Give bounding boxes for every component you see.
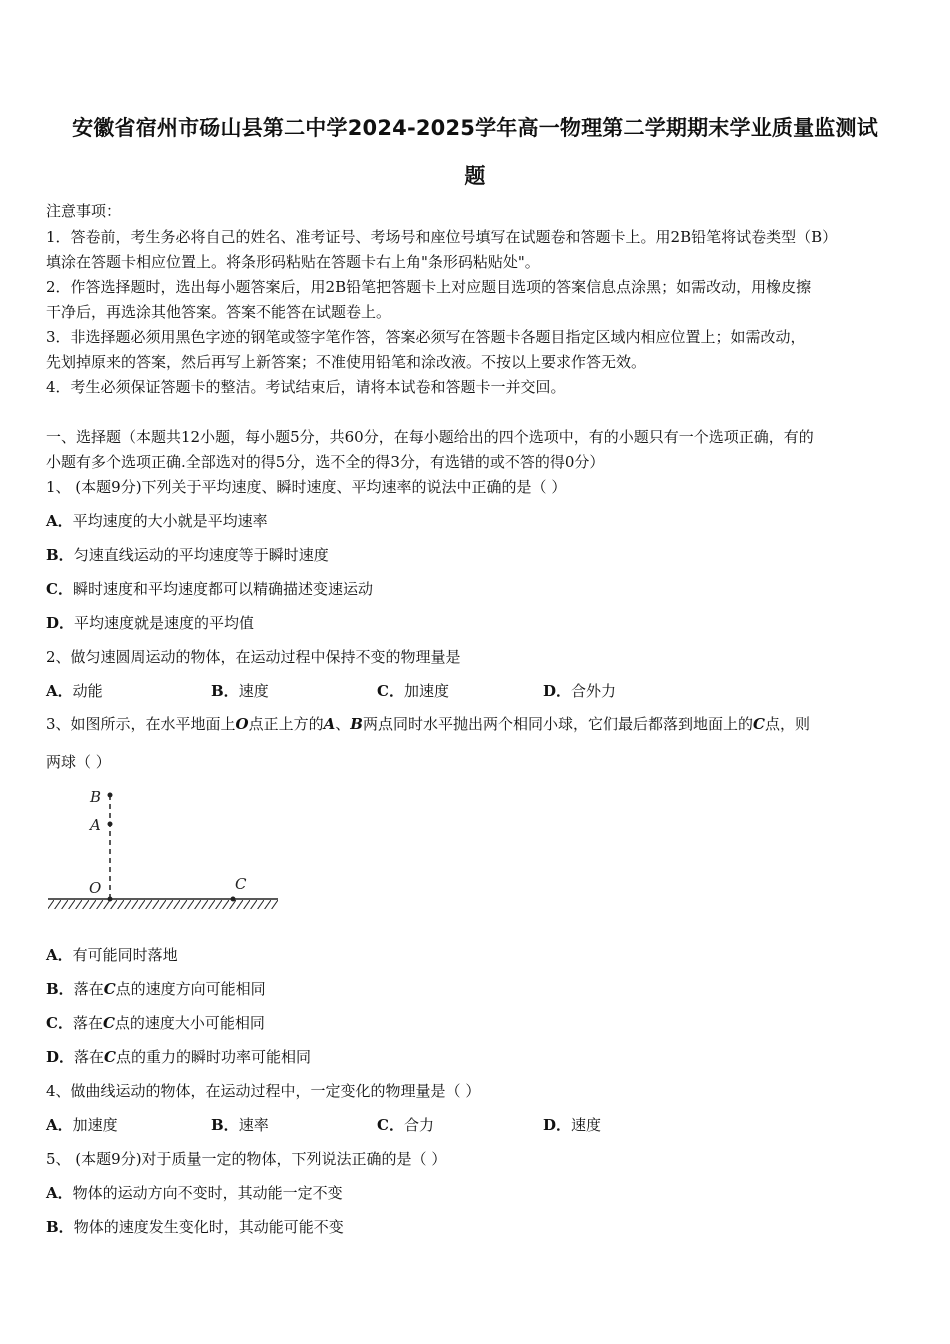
option-text: 有可能同时落地 [72, 946, 178, 964]
q4-option-a [46, 1114, 118, 1135]
point-c: C [753, 715, 765, 733]
option-text: 合外力 [571, 682, 617, 700]
option-text: 物体的速度发生变化时，其动能可能不变 [73, 1218, 344, 1236]
option-text: 匀速直线运动的平均速度等于瞬时速度 [73, 546, 329, 564]
option-text: 平均速度就是速度的平均值 [74, 614, 255, 632]
option-label: C． [46, 580, 73, 598]
option-label: B． [46, 1218, 74, 1236]
option-text: 加速度 [403, 682, 449, 700]
projectile-diagram [40, 780, 290, 915]
notice-line: 3．非选择题必须用黑色字迹的钢笔或签字笔作答，答案必须写在答题卡各题目指定区域内相应位置上；如需改动， [46, 328, 806, 346]
option-label: B． [211, 1116, 239, 1134]
q1-option-a [46, 510, 268, 531]
option-label: B． [211, 682, 239, 700]
q3-option-a [46, 944, 178, 965]
point-b: B [350, 715, 363, 733]
option-label: A． [46, 1184, 73, 1202]
question-4-stem: 4、做曲线运动的物体，在运动过程中，一定变化的物理量是（ ） [46, 1082, 481, 1100]
point-c-dot [231, 897, 236, 902]
q1-option-d [46, 612, 254, 633]
option-label: B． [46, 980, 74, 998]
notice-line: 4．考生必须保证答题卡的整洁。考试结束后，请将本试卷和答题卡一并交回。 [46, 378, 566, 396]
question-1-stem: 1、 (本题9分)下列关于平均速度、瞬时速度、平均速率的说法中正确的是（ ） [46, 478, 567, 496]
question-3-stem-continued: 两球（ ） [46, 753, 111, 771]
option-text: 点的重力的瞬时功率可能相同 [115, 1048, 311, 1066]
q2-option-d [543, 680, 616, 701]
option-label: A． [46, 1116, 73, 1134]
notice-line: 2．作答选择题时，选出每小题答案后，用2B铅笔把答题卡上对应题目选项的答案信息点涂黑；如需改动，用橡皮擦 [46, 278, 812, 296]
q2-option-c [377, 680, 449, 701]
stem-text: 点正上方的 [248, 715, 324, 733]
option-label: A． [46, 682, 73, 700]
point-c: C [104, 1048, 116, 1066]
notice-line: 干净后，再选涂其他答案。答案不能答在试题卷上。 [46, 303, 392, 321]
option-label: C． [46, 1014, 73, 1032]
notice-line: 先划掉原来的答案，然后再写上新答案；不准使用铅笔和涂改液。不按以上要求作答无效。 [46, 353, 647, 371]
question-2-stem: 2、做匀速圆周运动的物体，在运动过程中保持不变的物理量是 [46, 648, 461, 666]
option-text: 加速度 [72, 1116, 118, 1134]
option-text: 点的速度大小可能相同 [114, 1014, 265, 1032]
option-text: 落在 [73, 980, 104, 998]
option-label: D． [46, 1048, 75, 1066]
question-5-stem: 5、 (本题9分)对于质量一定的物体，下列说法正确的是（ ） [46, 1150, 447, 1168]
notice-heading: 注意事项： [46, 202, 122, 220]
q4-option-d [543, 1114, 601, 1135]
option-label: D． [543, 1116, 572, 1134]
option-text: 速度 [238, 682, 269, 700]
q4-option-b [211, 1114, 269, 1135]
exam-title-continued: 题 [464, 164, 486, 188]
q3-option-c [46, 1012, 265, 1033]
notice-line: 填涂在答题卡相应位置上。将条形码粘贴在答题卡右上角"条形码粘贴处"。 [46, 253, 540, 271]
q5-option-b [46, 1216, 344, 1237]
q4-option-c [377, 1114, 434, 1135]
option-text: 平均速度的大小就是平均速率 [72, 512, 268, 530]
label-c: C [235, 875, 247, 893]
stem-text: 、 [335, 715, 351, 733]
point-o: O [235, 715, 249, 733]
option-text: 物体的运动方向不变时，其动能一定不变 [72, 1184, 343, 1202]
q3-option-b [46, 978, 266, 999]
option-label: B． [46, 546, 74, 564]
option-text: 瞬时速度和平均速度都可以精确描述变速运动 [72, 580, 373, 598]
option-text: 落在 [74, 1048, 105, 1066]
option-text: 点的速度方向可能相同 [115, 980, 266, 998]
stem-text: 点，则 [764, 715, 810, 733]
ground-hatching [48, 900, 278, 909]
q3-option-d [46, 1046, 311, 1067]
label-a: A [90, 816, 101, 834]
section-heading-continued: 小题有多个选项正确.全部选对的得5分，选不全的得3分，有选错的或不答的得0分） [46, 453, 605, 471]
section-heading: 一、选择题（本题共12小题，每小题5分，共60分，在每小题给出的四个选项中，有的小题只有一个选项正确，有的 [46, 428, 814, 446]
q5-option-a [46, 1182, 343, 1203]
point-a: A [323, 715, 336, 733]
option-label: D． [46, 614, 75, 632]
point-c: C [102, 1014, 115, 1032]
option-text: 落在 [72, 1014, 103, 1032]
point-a-dot [108, 822, 113, 827]
option-label: C． [377, 1116, 404, 1134]
option-text: 速率 [238, 1116, 269, 1134]
point-b-dot [108, 793, 113, 798]
option-text: 动能 [72, 682, 103, 700]
label-o: O [89, 879, 102, 897]
option-label: A． [46, 946, 73, 964]
q1-option-c [46, 578, 373, 599]
q2-option-a [46, 680, 103, 701]
point-c: C [103, 980, 116, 998]
option-text: 速度 [571, 1116, 602, 1134]
q2-option-b [211, 680, 269, 701]
question-3-stem [46, 713, 908, 735]
option-text: 合力 [403, 1116, 434, 1134]
option-label: D． [543, 682, 572, 700]
notice-line: 1．答卷前，考生务必将自己的姓名、准考证号、考场号和座位号填写在试题卷和答题卡上。用2B铅笔将试卷类型（B） [46, 228, 838, 246]
option-label: A． [46, 512, 73, 530]
stem-text: 3、如图所示，在水平地面上 [46, 715, 236, 733]
exam-title: 安徽省宿州市砀山县第二中学2024-2025学年高一物理第二学期期末学业质量监测试 [72, 116, 878, 140]
option-label: C． [377, 682, 404, 700]
point-o-dot [108, 897, 113, 902]
label-b: B [90, 788, 102, 806]
q1-option-b [46, 544, 329, 565]
stem-text: 两点同时水平抛出两个相同小球，它们最后都落到地面上的 [362, 715, 753, 733]
